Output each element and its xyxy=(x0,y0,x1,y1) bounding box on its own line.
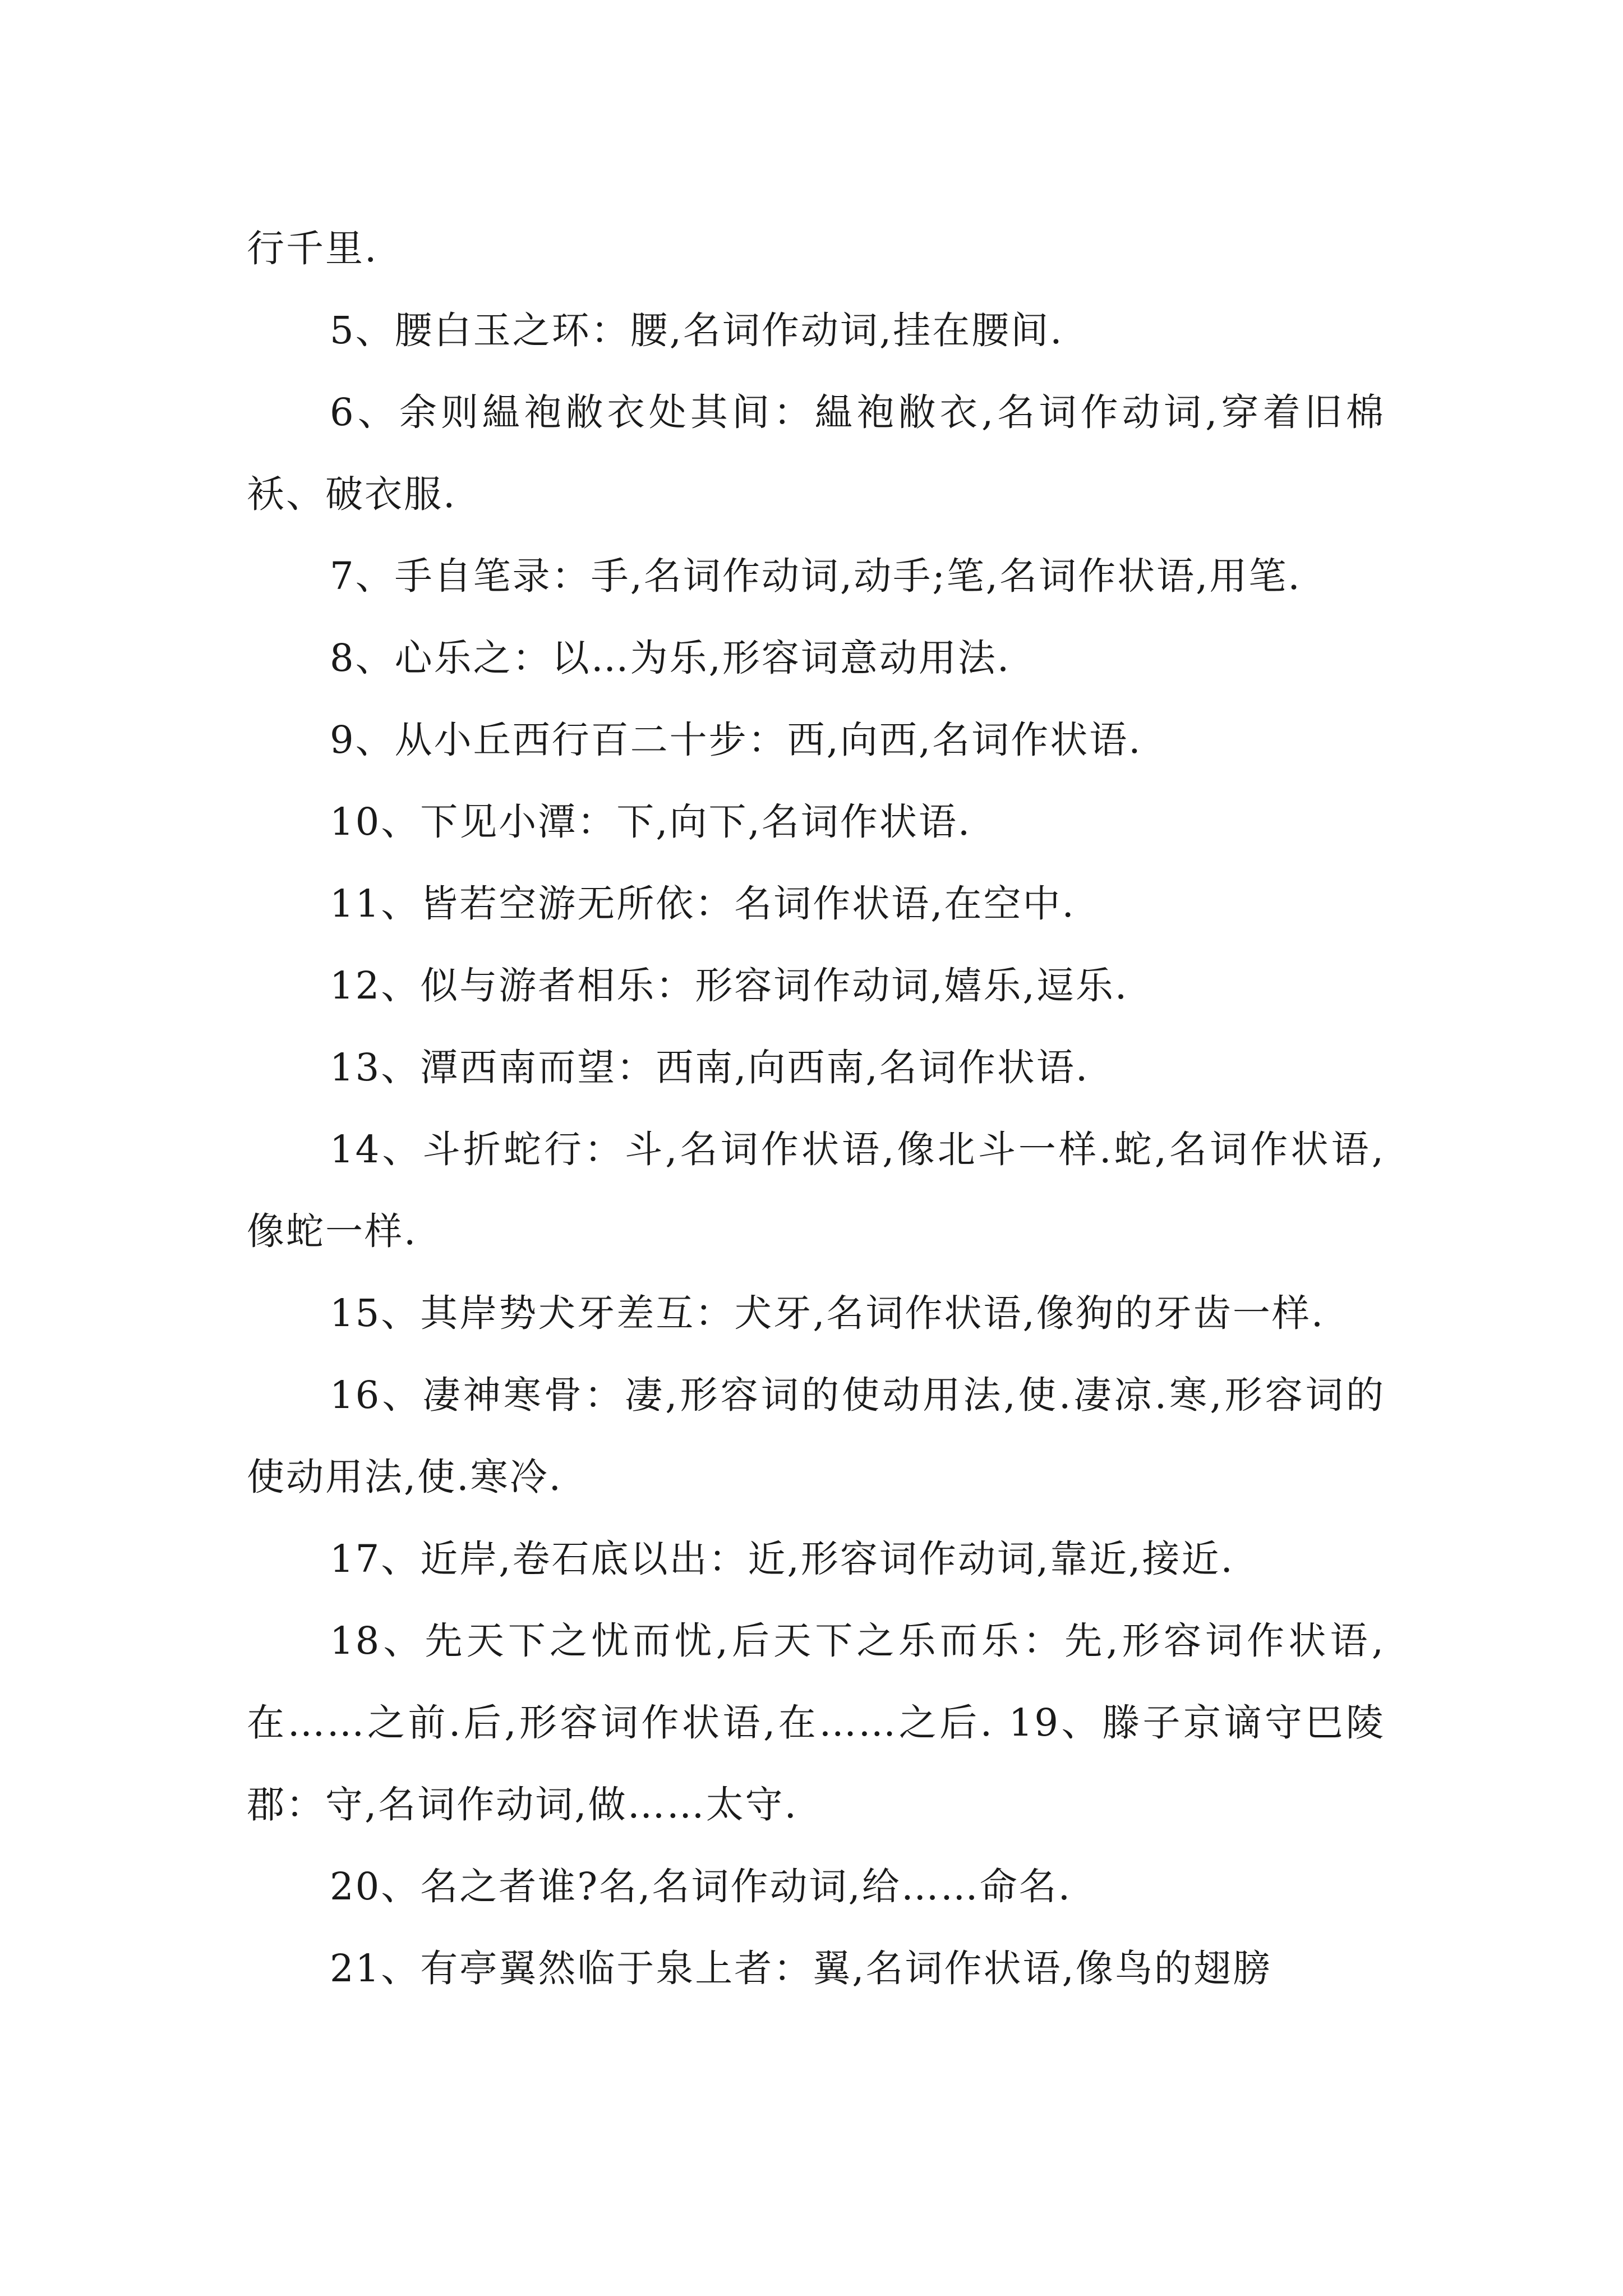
paragraph-item-18: 18、先天下之忧而忧,后天下之乐而乐：先,形容词作状语,在……之前.后,形容词作状语,在……之后. 19、滕子京谪守巴陵郡：守,名词作动词,做……太守. xyxy=(247,1619,1385,1826)
paragraph-item-20: 20、名之者谁?名,名词作动词,给……命名. xyxy=(330,1865,1072,1908)
paragraph-continuation: 行千里. xyxy=(247,227,379,270)
paragraph-item-6: 6、余则緼袍敝衣处其间：緼袍敝衣,名词作动词,穿着旧棉袄、破衣服. xyxy=(247,390,1385,516)
paragraph-item-17: 17、近岸,卷石底以出：近,形容词作动词,靠近,接近. xyxy=(330,1537,1234,1581)
paragraph-item-9: 9、从小丘西行百二十步：西,向西,名词作状语. xyxy=(330,718,1142,762)
paragraph-item-14: 14、斗折蛇行：斗,名词作状语,像北斗一样.蛇,名词作状语,像蛇一样. xyxy=(247,1128,1385,1253)
paragraph-item-16: 16、凄神寒骨：凄,形容词的使动用法,使.凄凉.寒,形容词的使动用法,使.寒冷. xyxy=(247,1373,1385,1499)
paragraph-item-7: 7、手自笔录：手,名词作动词,动手;笔,名词作状语,用笔. xyxy=(330,554,1302,598)
paragraph-item-15: 15、其岸势犬牙差互：犬牙,名词作状语,像狗的牙齿一样. xyxy=(330,1291,1325,1335)
paragraph-item-13: 13、潭西南而望：西南,向西南,名词作状语. xyxy=(330,1046,1090,1089)
paragraph-item-11: 11、皆若空游无所依：名词作状语,在空中. xyxy=(330,882,1076,926)
paragraph-item-10: 10、下见小潭：下,向下,名词作状语. xyxy=(330,800,972,844)
paragraph-item-12: 12、似与游者相乐：形容词作动词,嬉乐,逗乐. xyxy=(330,964,1129,1007)
paragraph-item-8: 8、心乐之：以…为乐,形容词意动用法. xyxy=(330,636,1011,680)
paragraph-item-21: 21、有亭翼然临于泉上者：翼,名词作状语,像鸟的翅膀 xyxy=(330,1947,1272,1990)
paragraph-item-5: 5、腰白玉之环：腰,名词作动词,挂在腰间. xyxy=(330,309,1064,352)
document-body xyxy=(247,208,1385,2009)
